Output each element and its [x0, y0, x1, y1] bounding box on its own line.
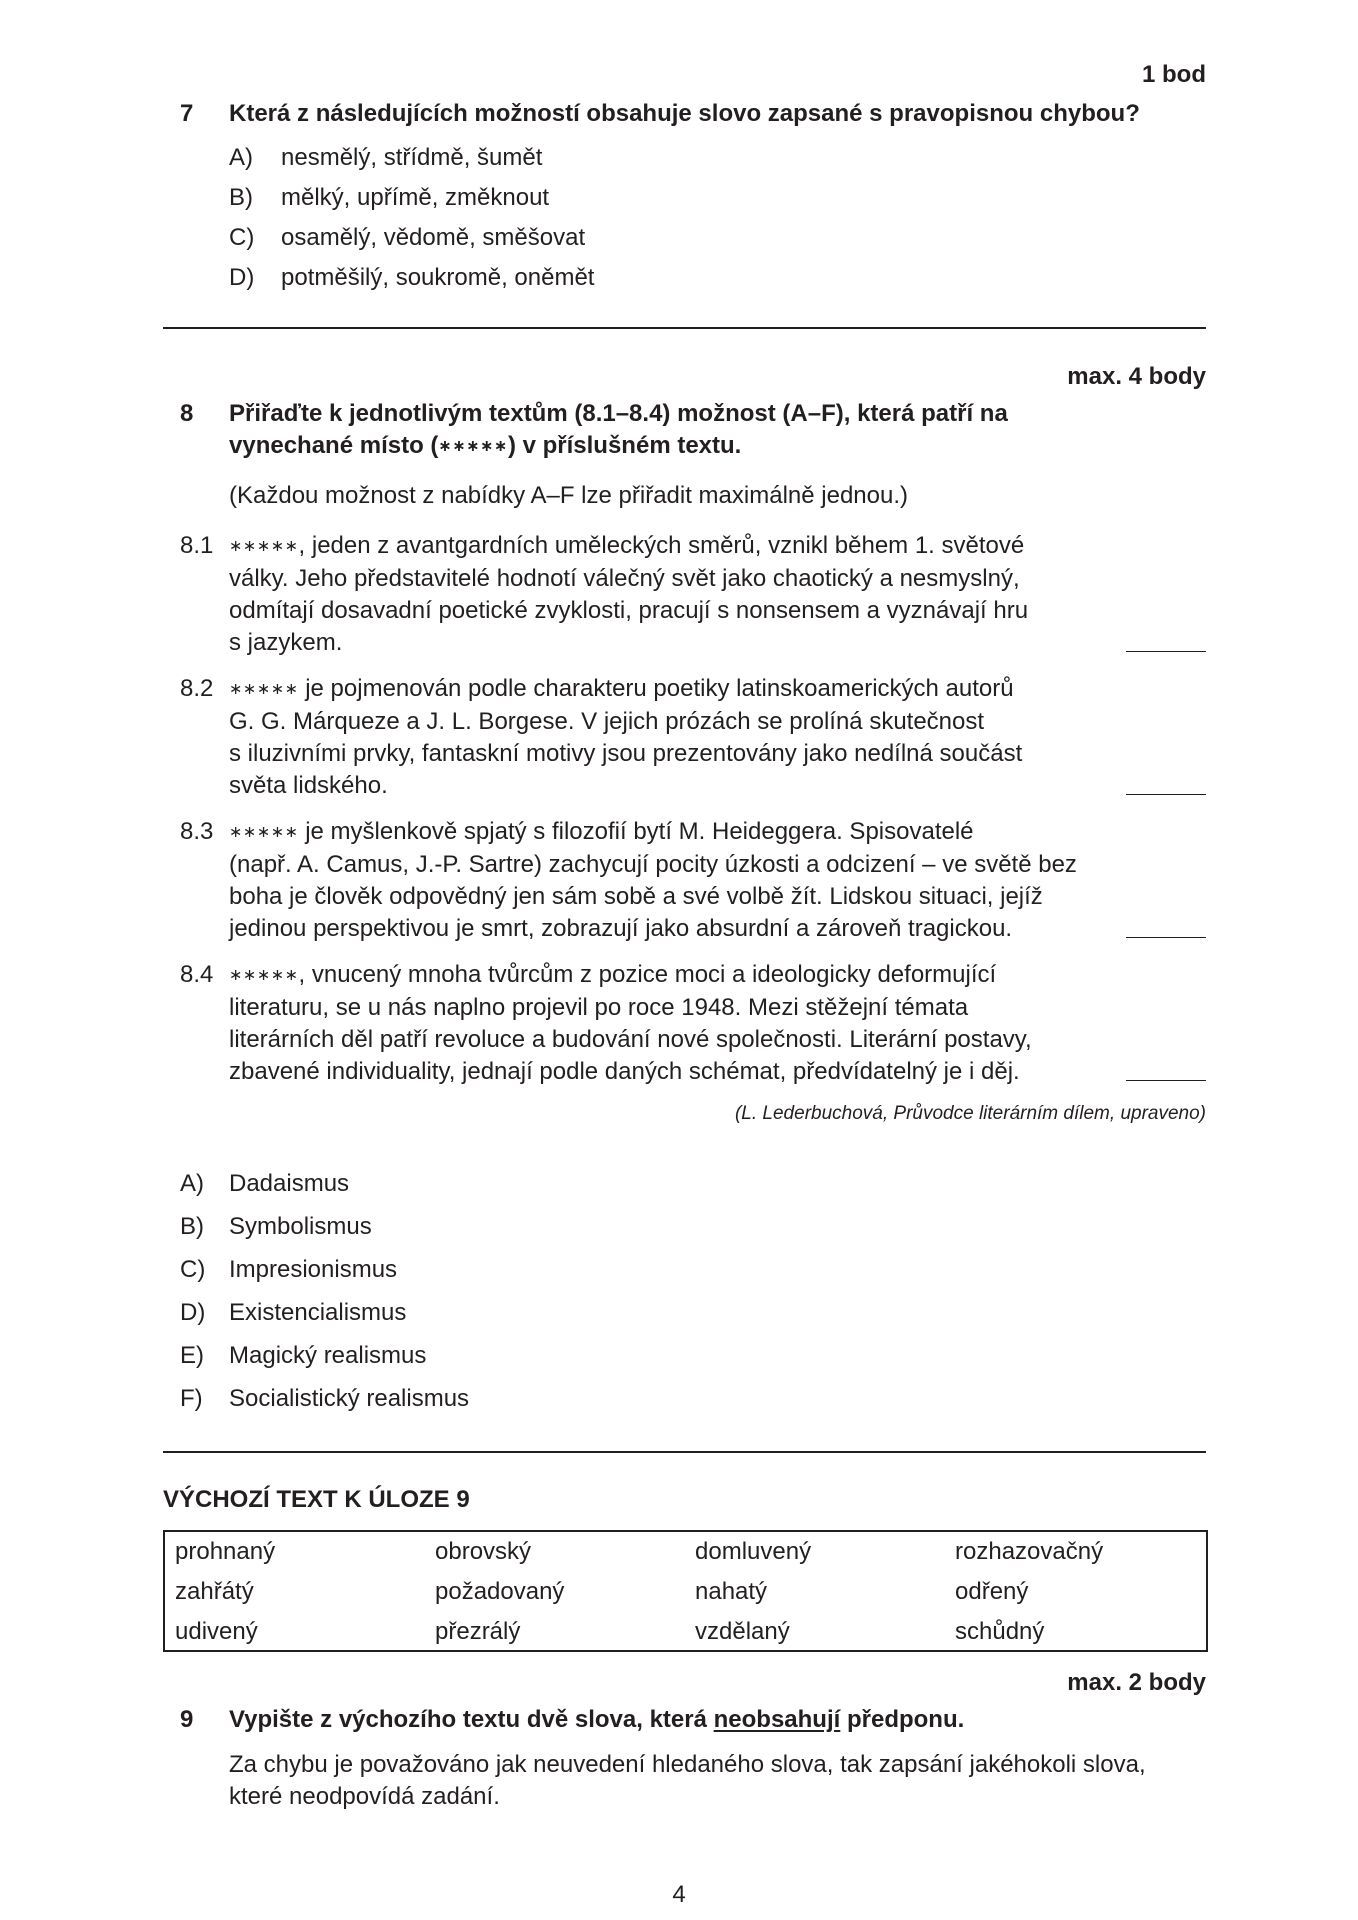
- option-text: mělký, upřímě, změknout: [281, 184, 550, 211]
- q9-note-line1: Za chybu je považováno jak neuvedení hledaného slova, tak zapsání jakéhokoli slova,: [229, 1751, 1146, 1778]
- q8-item-line: G. G. Márqueze a J. L. Borgese. V jejich prózách se prolíná skutečnost: [229, 708, 985, 735]
- q8-question: [229, 398, 1129, 463]
- q9-question: [229, 1704, 964, 1736]
- q8-item-text: [229, 816, 1109, 945]
- option-text: Impresionismus: [229, 1256, 398, 1283]
- q7-option-a[interactable]: [229, 142, 542, 174]
- q7-question: Která z následujících možností obsahuje slovo zapsané s pravopisnou chybou?: [229, 100, 1140, 127]
- q8-option-f[interactable]: [180, 1383, 469, 1415]
- option-label: A): [180, 1170, 204, 1197]
- option-text: potměšilý, soukromě, oněmět: [281, 264, 595, 291]
- q8-item-line: světa lidského.: [229, 772, 388, 799]
- option-label: C): [229, 224, 255, 251]
- q8-option-b[interactable]: [180, 1211, 372, 1243]
- page-number: 4: [672, 1881, 686, 1908]
- word-cell: vzdělaný: [695, 1618, 790, 1645]
- q8-number: 8: [180, 400, 194, 427]
- word-cell: udivený: [175, 1618, 258, 1645]
- q8-answer-blank-1[interactable]: [1126, 651, 1206, 652]
- q8-item-line: zbavené individuality, jednají podle daných schémat, předvídatelný je i děj.: [229, 1058, 1020, 1085]
- q8-item-line: boha je člověk odpovědný jen sám sobě a své volbě žít. Lidskou situaci, jejíž: [229, 883, 1043, 910]
- q8-note: (Každou možnost z nabídky A–F lze přiřadit maximálně jednou.): [229, 482, 908, 509]
- option-label: B): [229, 184, 253, 211]
- q8-item-line: jedinou perspektivou je smrt, zobrazují jako absurdní a zároveň tragickou.: [229, 915, 1013, 942]
- q8-item-line: s iluzivními prvky, fantaskní motivy jsou prezentovány jako nedílná součást: [229, 740, 1023, 767]
- word-cell: požadovaný: [435, 1578, 565, 1605]
- q8-answer-blank-4[interactable]: [1126, 1080, 1206, 1081]
- q9-question-pre: Vypište z výchozího textu dvě slova, která: [229, 1706, 714, 1733]
- q8-source: [735, 1102, 1206, 1126]
- q8-item-line: literaturu, se u nás naplno projevil po roce 1948. Mezi stěžejní témata: [229, 994, 969, 1021]
- blank-stars: ∗∗∗∗∗: [229, 681, 299, 698]
- q9-question-post: předponu.: [840, 1706, 965, 1733]
- q8-item-line: války. Jeho představitelé hodnotí válečný svět jako chaotický a nesmyslný,: [229, 565, 1020, 592]
- q8-option-c[interactable]: [180, 1254, 397, 1286]
- q8-item-line: odmítají dosavadní poetické zvyklosti, pracují s nonsensem a vyznávají hru: [229, 597, 1029, 624]
- option-label: E): [180, 1342, 204, 1369]
- option-label: D): [229, 264, 255, 291]
- q9-question-underlined: neobsahují: [713, 1706, 841, 1733]
- q8-item-line: s jazykem.: [229, 629, 343, 656]
- q8-source-pre: (L. Lederbuchová, Průvodce literárním dílem,: [734, 1103, 1121, 1124]
- q8-item-line: [229, 959, 1109, 992]
- word-cell: odřený: [955, 1578, 1029, 1605]
- option-text: osamělý, vědomě, směšovat: [281, 224, 586, 251]
- q8-option-e[interactable]: [180, 1340, 426, 1372]
- q7-points: 1 bod: [1142, 61, 1206, 88]
- q8-item-number: 8.3: [180, 818, 214, 845]
- section-divider: [163, 1451, 1206, 1453]
- q8-item-line1: je myšlenkově spjatý s filozofií bytí M. Heideggera. Spisovatelé: [298, 818, 974, 845]
- q8-question-line2-pre: vynechané místo (: [229, 432, 439, 459]
- q8-item-text: [229, 530, 1109, 659]
- option-label: A): [229, 144, 253, 171]
- option-text: Socialistický realismus: [229, 1385, 470, 1412]
- q9-number: 9: [180, 1706, 194, 1733]
- q8-item-line: [229, 673, 1109, 706]
- option-text: Symbolismus: [229, 1213, 372, 1240]
- q8-points: max. 4 body: [1067, 363, 1206, 390]
- q9-word-box: [163, 1530, 1208, 1652]
- word-cell: domluvený: [695, 1538, 812, 1565]
- blank-stars: ∗∗∗∗∗: [229, 538, 299, 555]
- option-label: C): [180, 1256, 206, 1283]
- word-cell: nahatý: [695, 1578, 768, 1605]
- q8-item-text: [229, 673, 1109, 802]
- q8-item-number: 8.1: [180, 532, 214, 559]
- blank-stars: ∗∗∗∗∗: [229, 967, 299, 984]
- option-text: nesmělý, střídmě, šumět: [281, 144, 543, 171]
- blank-stars: ∗∗∗∗∗: [229, 824, 299, 841]
- q7-option-c[interactable]: [229, 222, 585, 254]
- q8-question-line1: Přiřaďte k jednotlivým textům (8.1–8.4) možnost (A–F), která patří na: [229, 400, 1008, 427]
- section-divider: [163, 327, 1206, 329]
- q9-points: max. 2 body: [1067, 1669, 1206, 1696]
- q7-option-b[interactable]: [229, 182, 549, 214]
- word-cell: prohnaný: [175, 1538, 276, 1565]
- option-label: D): [180, 1299, 206, 1326]
- word-cell: schůdný: [955, 1618, 1045, 1645]
- q9-note: [229, 1749, 1146, 1813]
- q8-answer-blank-2[interactable]: [1126, 794, 1206, 795]
- q8-question-line2-post: ) v příslušném textu.: [507, 432, 742, 459]
- option-text: Existencialismus: [229, 1299, 407, 1326]
- q8-option-a[interactable]: [180, 1168, 349, 1200]
- option-label: F): [180, 1385, 203, 1412]
- q8-item-line: (např. A. Camus, J.-P. Sartre) zachycují pocity úzkosti a odcizení – ve světě bez: [229, 851, 1077, 878]
- q8-item-line1: je pojmenován podle charakteru poetiky latinskoamerických autorů: [298, 675, 1014, 702]
- q8-item-number: 8.2: [180, 675, 214, 702]
- option-text: Magický realismus: [229, 1342, 427, 1369]
- q8-item-line: [229, 816, 1109, 849]
- q8-answer-blank-3[interactable]: [1126, 937, 1206, 938]
- q8-item-line: literárních děl patří revoluce a budování nové společnosti. Literární postavy,: [229, 1026, 1032, 1053]
- q8-source-post: upraveno): [1120, 1103, 1206, 1124]
- word-cell: rozhazovačný: [955, 1538, 1104, 1565]
- option-text: Dadaismus: [229, 1170, 350, 1197]
- q7-option-d[interactable]: [229, 262, 594, 294]
- q7-number: 7: [180, 100, 194, 127]
- blank-stars: ∗∗∗∗∗: [438, 438, 508, 455]
- q8-item-line1: , vnucený mnoha tvůrcům z pozice moci a ideologicky deformující: [298, 961, 997, 988]
- q8-item-number: 8.4: [180, 961, 214, 988]
- q8-option-d[interactable]: [180, 1297, 406, 1329]
- q8-item-line: [229, 530, 1109, 563]
- word-cell: zahřátý: [175, 1578, 254, 1605]
- option-label: B): [180, 1213, 204, 1240]
- q8-question-line2: [229, 430, 1129, 463]
- q8-item-text: [229, 959, 1109, 1088]
- q9-note-line2: které neodpovídá zadání.: [229, 1783, 500, 1810]
- q9-source-heading: VÝCHOZÍ TEXT K ÚLOZE 9: [163, 1486, 470, 1513]
- q8-item-line1: , jeden z avantgardních uměleckých směrů, vznikl během 1. světové: [298, 532, 1025, 559]
- word-cell: přezrálý: [435, 1618, 521, 1645]
- word-cell: obrovský: [435, 1538, 532, 1565]
